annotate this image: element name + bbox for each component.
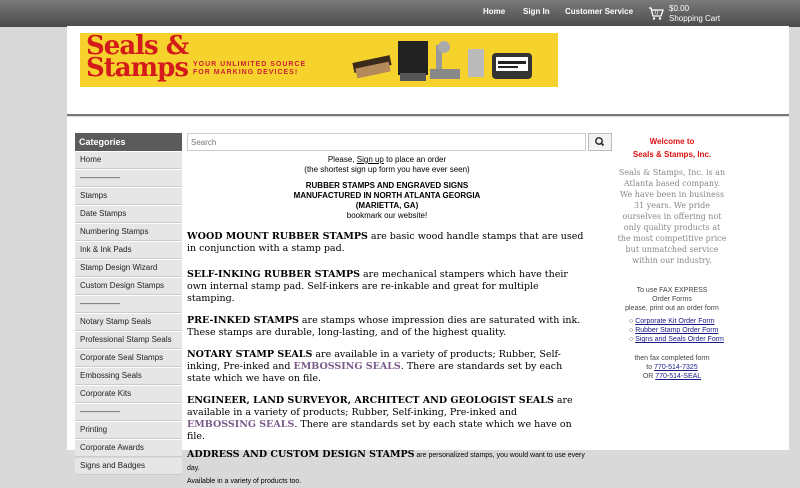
heading-line1: RUBBER STAMPS AND ENGRAVED SIGNS bbox=[305, 181, 469, 190]
address-link[interactable]: ADDRESS AND CUSTOM DESIGN STAMPS bbox=[187, 449, 415, 460]
logo-tagline2: FOR MARKING DEVICES! bbox=[193, 69, 299, 76]
fax-heading3: please, print out an order form bbox=[625, 305, 719, 312]
logo-line2: Stamps bbox=[86, 53, 188, 83]
fax-heading2: Order Forms bbox=[652, 296, 692, 303]
heading-line2: MANUFACTURED IN NORTH ATLANTA GEORGIA bbox=[293, 191, 481, 200]
pre-inked-paragraph: PRE-INKED STAMPS are stamps whose impression dies are saturated with ink. These stamps are durable, long-lasting, and of the highest quality. bbox=[187, 315, 581, 338]
rubber-stamp-form-link[interactable]: Rubber Stamp Order Form bbox=[635, 327, 719, 334]
phone-link-2[interactable]: 770-514-SEAL bbox=[655, 373, 702, 380]
signs-seals-form-link[interactable]: Signs and Seals Order Form bbox=[635, 336, 724, 343]
sidebar-item-corporate-kits[interactable]: Corporate Kits bbox=[75, 386, 182, 403]
cart-label[interactable]: Shopping Cart bbox=[669, 14, 721, 23]
svg-text:0: 0 bbox=[655, 10, 659, 17]
signup-line: Please, Sign up to place an order bbox=[327, 155, 447, 164]
notary-link[interactable]: NOTARY STAMP SEALS bbox=[187, 349, 313, 360]
self-inking-paragraph: SELF-INKING RUBBER STAMPS are mechanical stampers which have their own internal stamp pad. Self-inkers are re-inkable and great for multiple stamping. bbox=[187, 269, 568, 304]
list-item: ○ Rubber Stamp Order Form bbox=[629, 327, 719, 334]
embossing-seals-link[interactable]: EMBOSSING SEALS bbox=[187, 419, 295, 430]
corporate-kit-form-link[interactable]: Corporate Kit Order Form bbox=[635, 318, 715, 325]
company-description: Seals & Stamps, Inc. is an Atlanta based company. We have been in business 31 years. We pride ourselves in offering not only quality products at the most competitive price but unmatched service within our industry. bbox=[617, 168, 727, 265]
sidebar-item-professional-stamp-seals[interactable]: Professional Stamp Seals bbox=[75, 332, 182, 349]
search-input[interactable] bbox=[187, 133, 586, 151]
sidebar-item-notary-stamp-seals[interactable]: Notary Stamp Seals bbox=[75, 314, 182, 331]
sidebar-item-embossing-seals[interactable]: Embossing Seals bbox=[75, 368, 182, 385]
sidebar-item-numbering-stamps[interactable]: Numbering Stamps bbox=[75, 224, 182, 241]
nav-customer-service-link[interactable]: Customer Service bbox=[565, 7, 634, 16]
welcome-panel bbox=[617, 133, 727, 381]
site-header bbox=[67, 26, 789, 116]
sidebar-item-home[interactable]: Home bbox=[75, 152, 182, 169]
address-paragraph: ADDRESS AND CUSTOM DESIGN STAMPS are personalized stamps, you would want to use every day. Available in a variety of products too. bbox=[187, 449, 585, 485]
sidebar-separator: ————— bbox=[75, 296, 182, 313]
sidebar-item-printing[interactable]: Printing bbox=[75, 422, 182, 439]
cart-icon[interactable] bbox=[648, 5, 664, 21]
top-bar bbox=[0, 0, 800, 27]
sidebar-separator: ————— bbox=[75, 170, 182, 187]
bookmark-text: bookmark our website! bbox=[346, 211, 428, 220]
site-logo[interactable] bbox=[80, 33, 558, 87]
signup-note: (the shortest sign up form you have ever seen) bbox=[304, 165, 470, 174]
self-inking-link[interactable]: SELF-INKING RUBBER STAMPS bbox=[187, 269, 360, 280]
wood-mount-paragraph: WOOD MOUNT RUBBER STAMPS are basic wood handle stamps that are used in conjunction with a stamp pad. bbox=[187, 231, 584, 254]
welcome-line2: Seals & Stamps, Inc. bbox=[632, 150, 712, 159]
search-icon bbox=[589, 134, 611, 150]
heading-line3: (MARIETTA, GA) bbox=[355, 201, 419, 210]
sidebar-item-corporate-awards[interactable]: Corporate Awards bbox=[75, 440, 182, 457]
sidebar-item-custom-design-stamps[interactable]: Custom Design Stamps bbox=[75, 278, 182, 295]
fax-heading1: To use FAX EXPRESS bbox=[636, 287, 708, 294]
categories-sidebar bbox=[75, 133, 182, 470]
sidebar-item-ink[interactable]: Ink & Ink Pads bbox=[75, 242, 182, 259]
welcome-line1: Welcome to bbox=[649, 137, 695, 146]
sidebar-item-signs-badges[interactable]: Signs and Badges bbox=[75, 458, 182, 475]
fax-instruction: then fax completed form bbox=[634, 355, 710, 362]
wood-mount-link[interactable]: WOOD MOUNT RUBBER STAMPS bbox=[187, 231, 368, 242]
logo-tagline1: YOUR UNLIMITED SOURCE bbox=[193, 61, 307, 68]
sidebar-item-stamps[interactable]: Stamps bbox=[75, 188, 182, 205]
phone-link-1[interactable]: 770-514-7325 bbox=[654, 364, 698, 371]
fax-phone2: OR 770-514-SEAL bbox=[642, 373, 702, 380]
cart-amount: $0.00 bbox=[669, 4, 690, 13]
sidebar-separator: ————— bbox=[75, 404, 182, 421]
categories-title: Categories bbox=[75, 133, 182, 151]
main-content bbox=[187, 155, 587, 488]
engineer-link[interactable]: ENGINEER, LAND SURVEYOR, ARCHITECT AND GEOLOGIST SEALS bbox=[187, 395, 554, 406]
sidebar-item-stamp-design-wizard[interactable]: Stamp Design Wizard bbox=[75, 260, 182, 277]
nav-signin-link[interactable]: Sign In bbox=[523, 7, 550, 16]
stamp-products-image bbox=[348, 35, 558, 87]
sidebar-item-date-stamps[interactable]: Date Stamps bbox=[75, 206, 182, 223]
pre-inked-link[interactable]: PRE-INKED STAMPS bbox=[187, 315, 299, 326]
logo-line1: Seals & bbox=[86, 33, 189, 61]
signup-link[interactable]: Sign up bbox=[356, 155, 384, 164]
search-button[interactable] bbox=[588, 133, 612, 151]
fax-phone1: to 770-514-7325 bbox=[646, 364, 698, 371]
embossing-seals-link[interactable]: EMBOSSING SEALS bbox=[293, 361, 401, 372]
notary-paragraph: NOTARY STAMP SEALS are available in a variety of products; Rubber, Self-inking, Pre-inked and EMBOSSING SEALS. There are standards set by each state which we have on file. bbox=[187, 349, 563, 384]
nav-home-link[interactable]: Home bbox=[483, 7, 506, 16]
list-item: ○ Corporate Kit Order Form bbox=[629, 318, 715, 325]
list-item: ○ Signs and Seals Order Form bbox=[629, 336, 724, 343]
order-forms-list bbox=[617, 317, 727, 344]
engineer-paragraph: ENGINEER, LAND SURVEYOR, ARCHITECT AND GEOLOGIST SEALS are available in a variety of products; Rubber, Self-inking, Pre-inked and EMBOSSING SEALS. There are standards set by each state which we have on file. bbox=[187, 395, 573, 442]
sidebar-item-corporate-seal-stamps[interactable]: Corporate Seal Stamps bbox=[75, 350, 182, 367]
